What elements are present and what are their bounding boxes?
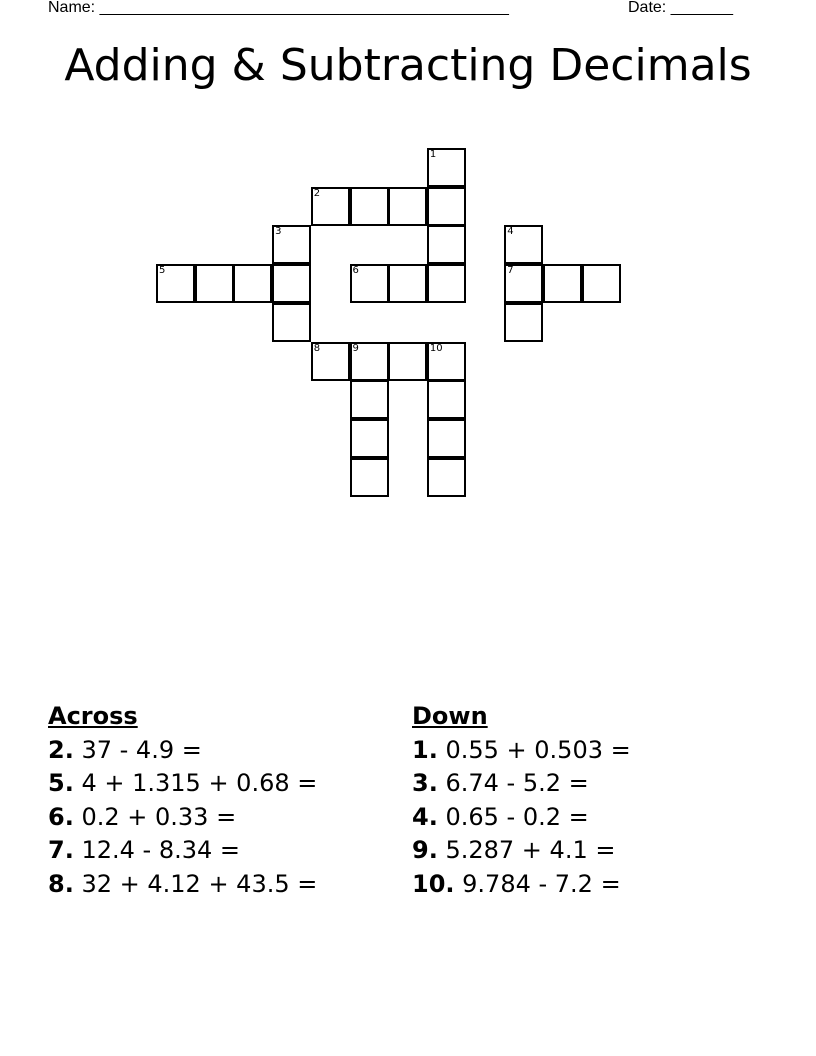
across-clue: [48, 868, 408, 902]
clue-number: 3.: [412, 769, 438, 797]
clue-text: 9.784 - 7.2 =: [462, 869, 621, 898]
crossword-cell[interactable]: [350, 380, 389, 419]
crossword-cell[interactable]: [504, 303, 543, 342]
crossword-cell[interactable]: [388, 187, 427, 226]
cell-number: 9: [352, 342, 359, 354]
crossword-cell[interactable]: [427, 342, 466, 381]
down-clue: [412, 767, 772, 801]
across-clues: [48, 700, 408, 901]
across-clue: [48, 834, 408, 868]
crossword-cell[interactable]: [272, 303, 311, 342]
crossword-cell[interactable]: [311, 187, 350, 226]
crossword-cell[interactable]: [311, 342, 350, 381]
crossword-cell[interactable]: [427, 264, 466, 303]
clue-number: 9.: [412, 836, 438, 864]
clue-number: 10.: [412, 869, 455, 898]
crossword-cell[interactable]: [427, 380, 466, 419]
cell-number: 1: [429, 149, 437, 160]
crossword-cell[interactable]: [350, 458, 389, 497]
across-heading: Across: [48, 702, 138, 730]
worksheet-title: Adding & Subtracting Decimals: [64, 40, 752, 91]
across-clue: [48, 767, 408, 801]
down-clue: [412, 834, 772, 868]
crossword-cell[interactable]: [388, 342, 427, 381]
crossword-cell[interactable]: [350, 419, 389, 458]
crossword-cell[interactable]: [427, 458, 466, 497]
cell-number: 8: [313, 342, 321, 354]
crossword-cell[interactable]: [504, 264, 543, 303]
down-heading: Down: [412, 702, 488, 730]
clue-text: 6.74 - 5.2 =: [445, 769, 589, 797]
clue-text: 4 + 1.315 + 0.68 =: [81, 769, 318, 797]
cell-number: 4: [507, 226, 514, 238]
date-field-label: Date: _______: [628, 0, 733, 16]
clue-number: 6.: [48, 802, 74, 831]
crossword-cell[interactable]: [156, 264, 195, 303]
name-field-label: Name: ______________________________________________: [48, 0, 509, 16]
clue-text: 0.65 - 0.2 =: [445, 802, 589, 831]
clue-number: 1.: [412, 735, 438, 764]
crossword-cell[interactable]: [388, 264, 427, 303]
down-clue: [412, 868, 772, 902]
cell-number: 7: [507, 265, 514, 277]
crossword-cell[interactable]: [504, 225, 543, 264]
down-clues: [412, 700, 772, 901]
clue-text: 37 - 4.9 =: [81, 735, 202, 764]
crossword-cell[interactable]: [427, 187, 466, 226]
cell-number: 5: [159, 265, 166, 277]
crossword-cell[interactable]: [233, 264, 272, 303]
clue-text: 0.55 + 0.503 =: [445, 735, 631, 764]
down-clue: [412, 734, 772, 768]
clue-number: 8.: [48, 869, 74, 898]
cell-number: 10: [429, 342, 443, 354]
crossword-cell[interactable]: [543, 264, 582, 303]
crossword-cell[interactable]: [272, 264, 311, 303]
crossword-cell[interactable]: [272, 225, 311, 264]
clue-number: 5.: [48, 769, 74, 797]
crossword-cell[interactable]: [350, 264, 389, 303]
crossword-cell[interactable]: [427, 148, 466, 187]
clue-text: 0.2 + 0.33 =: [81, 802, 237, 831]
cell-number: 2: [313, 187, 321, 199]
clue-number: 4.: [412, 802, 438, 831]
clue-text: 12.4 - 8.34 =: [81, 836, 240, 864]
crossword-cell[interactable]: [350, 342, 389, 381]
crossword-cell[interactable]: [195, 264, 234, 303]
clue-number: 2.: [48, 735, 74, 764]
clue-text: 32 + 4.12 + 43.5 =: [81, 869, 318, 898]
crossword-cell[interactable]: [350, 187, 389, 226]
across-clue: [48, 801, 408, 835]
crossword-cell[interactable]: [582, 264, 621, 303]
clue-text: 5.287 + 4.1 =: [445, 836, 616, 864]
clue-number: 7.: [48, 836, 74, 864]
cell-number: 3: [275, 226, 282, 238]
crossword-cell[interactable]: [427, 225, 466, 264]
crossword-cell[interactable]: [427, 419, 466, 458]
down-clue: [412, 801, 772, 835]
across-clue: [48, 734, 408, 768]
cell-number: 6: [352, 265, 359, 277]
